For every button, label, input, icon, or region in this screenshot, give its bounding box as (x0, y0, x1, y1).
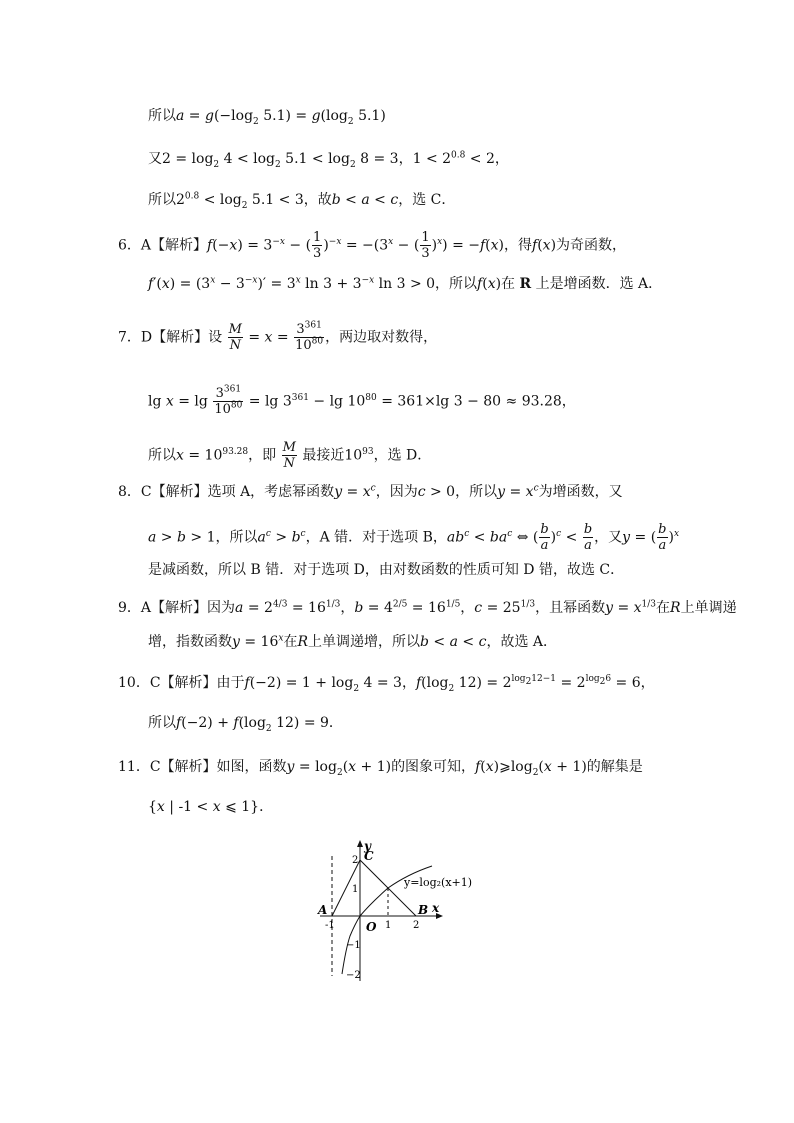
solution-line: 又$2 = \log_2 4 < \log_2 5.1 < \log_2 8 = 3$，$1 < 2^{0.8} < 2$， (148, 150, 509, 170)
tick-y-2: 2 (352, 855, 359, 866)
question-9-line-2: 增，指数函数$y = 16^x$在R上单调递增，所以b < a < c，故选 A． (148, 633, 558, 650)
y-axis-label: y (364, 839, 371, 853)
question-6-line-2: $f'(x) = (3^x - 3^{-x})' = 3^x$ $\ln 3 + 3^{-x}$ ln 3 > 0，所以f(x)在 R 上是增函数．选 A． (148, 275, 663, 292)
solution-line: 所以$a = g(-\log_2$ $5.1) = g(\log_2$ 5.1) (148, 108, 386, 127)
function-graph-figure (300, 836, 473, 986)
question-8-line-1: 8．C【解析】选项 A，考虑幂函数$y = x^c$，因为c > 0，所以$y = x^c$为增函数，又 (118, 483, 623, 500)
tick-y-1: 1 (352, 884, 359, 895)
question-7-line-1: 7．D【解析】设 $\frac{M}{N}$ = x = $\frac{3^{361}}{10^{80}}$ ，两边取对数得， (118, 320, 438, 353)
tick-x-neg1: -1 (325, 920, 335, 931)
x-axis-label: x (432, 901, 440, 915)
question-8-line-2: a > b > 1，所以$a^c > b^c$，A 错．对于选项 B，$ab^c < ba^c$ ⇔ ( $\frac{b}{a}$ )$^c$ < $\frac{b}{a}$ ，又y = ( $\frac{b}{a}$ )$^x$ (148, 522, 680, 553)
question-7-line-3: 所以$x = 10^{93.28}$，即 $\frac{M}{N}$ 最接近$10^{93}$，选 D． (148, 440, 432, 471)
tick-y-neg2: −2 (346, 970, 361, 981)
curve-label: y=log₂(x+1) (404, 876, 473, 889)
question-10-line-1: 10．C【解析】由于$f(-2) = 1 + \log_2 4 = 3$，$f(\log_2$ $12) = 2^{log_212-1} = 2^{log_26} = 6$， (118, 674, 655, 694)
question-8-line-3: 是减函数，所以 B 错．对于选项 D，由对数函数的性质可知 D 错，故选 C． (148, 562, 625, 578)
point-a-label: A (318, 903, 328, 917)
question-11-line-1: 11．C【解析】如图，函数$y = \log_2(x + 1)$的图象可知，$f(x)⩾\log_2(x + 1)$的解集是 (118, 759, 643, 778)
point-c-label: C (364, 849, 374, 863)
origin-label: O (366, 920, 377, 934)
question-11-line-2: {x | -1 < x ⩽ 1}． (148, 799, 274, 815)
solution-line: 所以$2^{0.8} < \log_2 5.1 < 3$，故b < a < c，选 C． (148, 191, 456, 211)
question-7-line-2: lg x = lg $\frac{3^{361}}{10^{80}}$ = $\lg 3^{361} - \lg 10^{80} = 361\times\lg$ 3 − 80 ≈ 93.28， (148, 384, 576, 417)
question-6-line-1: 6．A【解析】$f(-x) = 3^{-x}$ − ( $\frac{1}{3}$ )$^{-x} = -(3^x$ − ( $\frac{1}{3}$ )$^x$) = −f(x)，得f(x)为奇函数， (118, 230, 627, 261)
tick-x-2: 2 (413, 920, 420, 931)
tick-x-1: 1 (385, 920, 392, 931)
tick-y-neg1: −1 (346, 940, 361, 951)
question-9-line-1: 9．A【解析】因为$a = 2^{4/3} = 16^{1/3}$，$b = 4^{2/5} = 16^{1/5}$，$c = 25^{1/3}$，且幂函数$y = x^{1/3}$在R上单调递 (118, 599, 737, 616)
question-10-line-2: 所以$f(-2) + f(\log_2$ 12) = 9． (148, 715, 343, 734)
y-axis-arrow (357, 840, 363, 847)
point-b-label: B (418, 903, 429, 917)
